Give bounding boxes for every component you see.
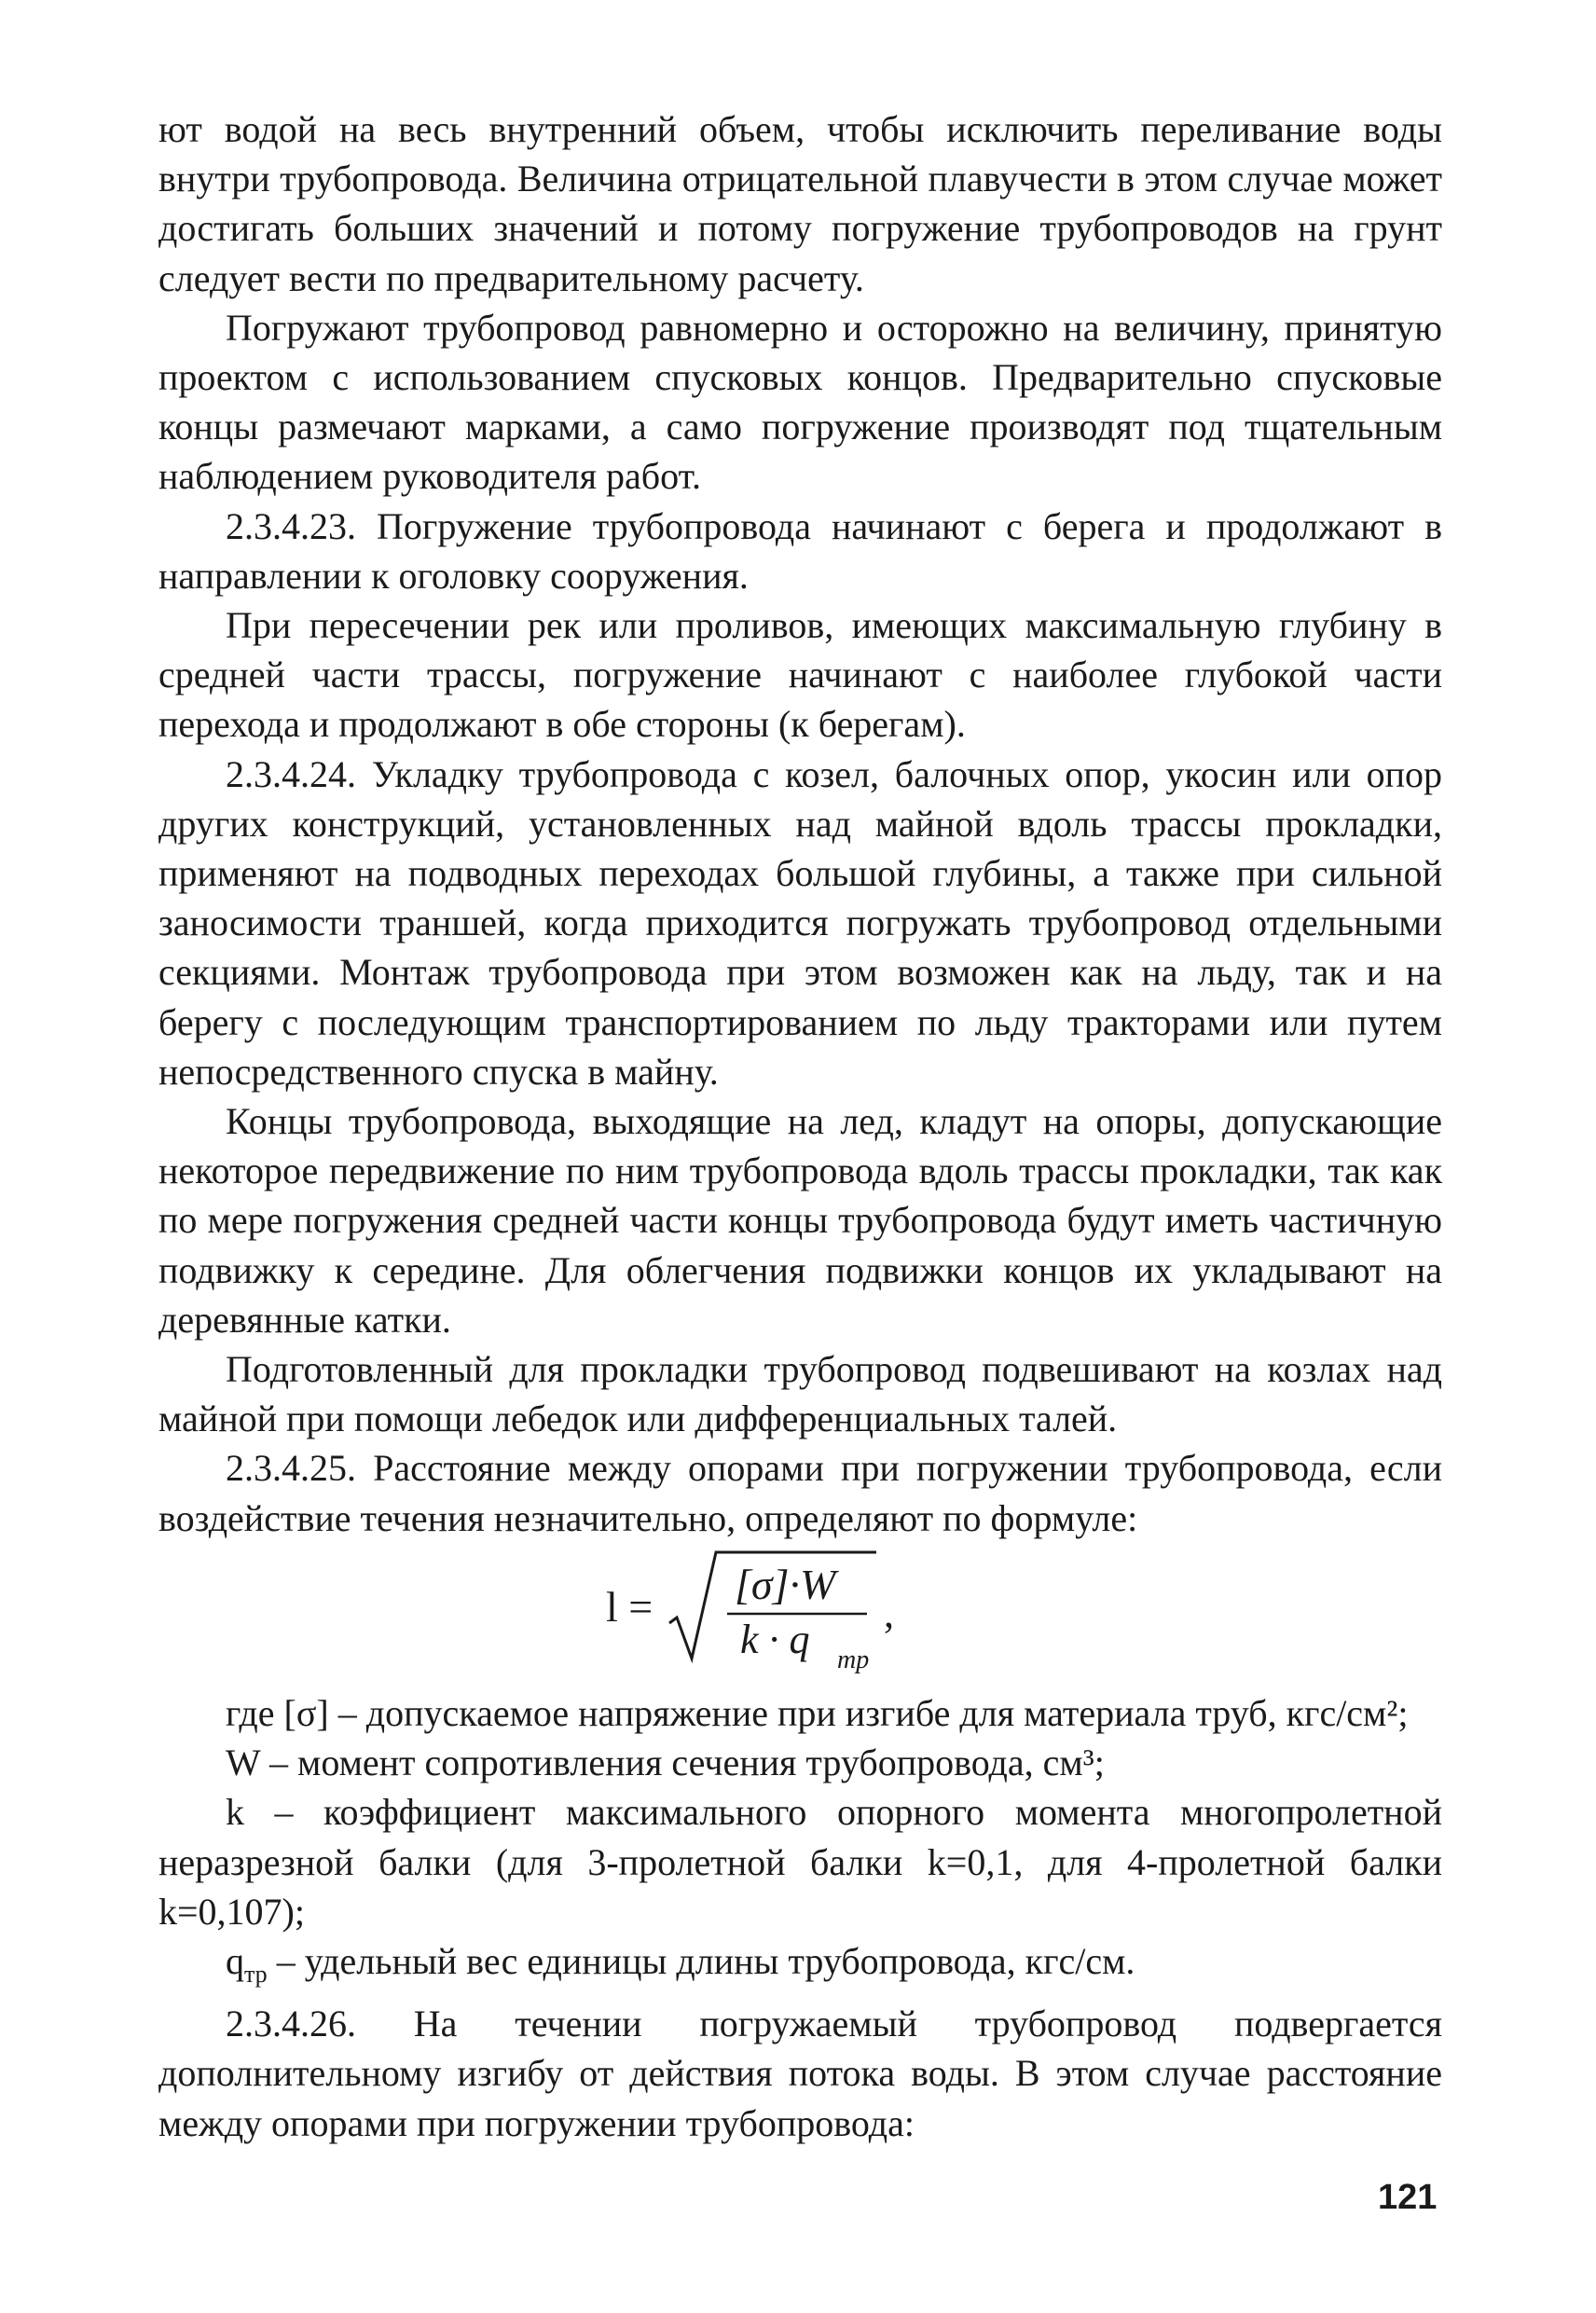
definition-q-text: – удельный вес единицы длины трубопровода, кгс/см. (267, 1939, 1135, 1982)
page-number: 121 (1378, 2178, 1438, 2217)
definition-k: k – коэффициент максимального опорного момента многопролетной неразрезной балки (для 3-пролетной балки k=0,1, для 4-пролетной балки k=0,107); (158, 1791, 1442, 1933)
paragraph: 2.3.4.25. Расстояние между опорами при погружении трубопровода, если воздействие течения незначительно, определяют по формуле: (158, 1447, 1442, 1539)
definition-w: W – момент сопротивления сечения трубопровода, см³; (226, 1742, 1105, 1784)
paragraph: 2.3.4.26. На течении погружаемый трубопровод подвергается дополнительному изгибу от действия потока воды. В этом случае расстояние между опорами при погружении трубопровода: (158, 2003, 1442, 2144)
paragraph: 2.3.4.24. Укладку трубопровода с козел, балочных опор, укосин или опор других конструкций, установленных над майной вдоль трассы прокладки, применяют на подводных переходах большой глубины, а также при сильной заносимости траншей, когда приходится погружать трубопровод отдельными секциями. Монтаж трубопровода при этом возможен как на льду, так и на берегу с последующим транспортированием по льду тракторами или путем непосредственного спуска в майну. (158, 752, 1442, 1093)
paragraph: 2.3.4.23. Погружение трубопровода начинают с берега и продолжают в направлении к оголовку сооружения. (158, 504, 1442, 597)
formula-trailing-comma: , (884, 1590, 894, 1636)
formula-numerator: [σ]·W (735, 1560, 836, 1608)
paragraph: Погружают трубопровод равномерно и осторожно на величину, принятую проектом с использованием спусковых концов. Предварительно спусковые концы размечают марками, а само погружение производят под тщательным наблюдением руководителя работ. (158, 306, 1442, 498)
paragraph: ют водой на весь внутренний объем, чтобы исключить переливание воды внутри трубопровода. Величина отрицательной плавучести в этом случае может достигать больших значений и потому погружение трубопроводов на грунт следует вести по предварительному расчету. (158, 108, 1442, 299)
paragraph: При пересечении рек или проливов, имеющих максимальную глубину в средней части трассы, погружение начинают с наиболее глубокой части перехода и продолжают в обе стороны (к берегам). (158, 604, 1442, 746)
definition-q (158, 1936, 1442, 1999)
paragraph: Концы трубопровода, выходящие на лед, кладут на опоры, допускающие некоторое передвижение по ним трубопровода вдоль трассы прокладки, так как по мере погружения средней части концы трубопровода будут иметь частичную подвижку к середине. Для облегчения подвижки концов их укладывают на деревянные катки. (158, 1100, 1442, 1341)
formula-denominator-subscript: тр (837, 1645, 870, 1674)
paragraph: Подготовленный для прокладки трубопровод подвешивают на козлах над майной при помощи лебедок или дифференциальных талей. (158, 1348, 1442, 1440)
formula-lhs: l = (606, 1582, 654, 1631)
definition-q-subscript: тр (244, 1960, 268, 1988)
definition-q-symbol: q (226, 1939, 244, 1982)
definition-sigma: где [σ] – допускаемое напряжение при изгибе для материала труб, кгс/см²; (226, 1691, 1409, 1734)
page-text (158, 104, 1442, 2148)
formula-denominator: k · q (740, 1616, 810, 1662)
span-length-formula (158, 1543, 1442, 1688)
formula-graphic (158, 1543, 1442, 1688)
